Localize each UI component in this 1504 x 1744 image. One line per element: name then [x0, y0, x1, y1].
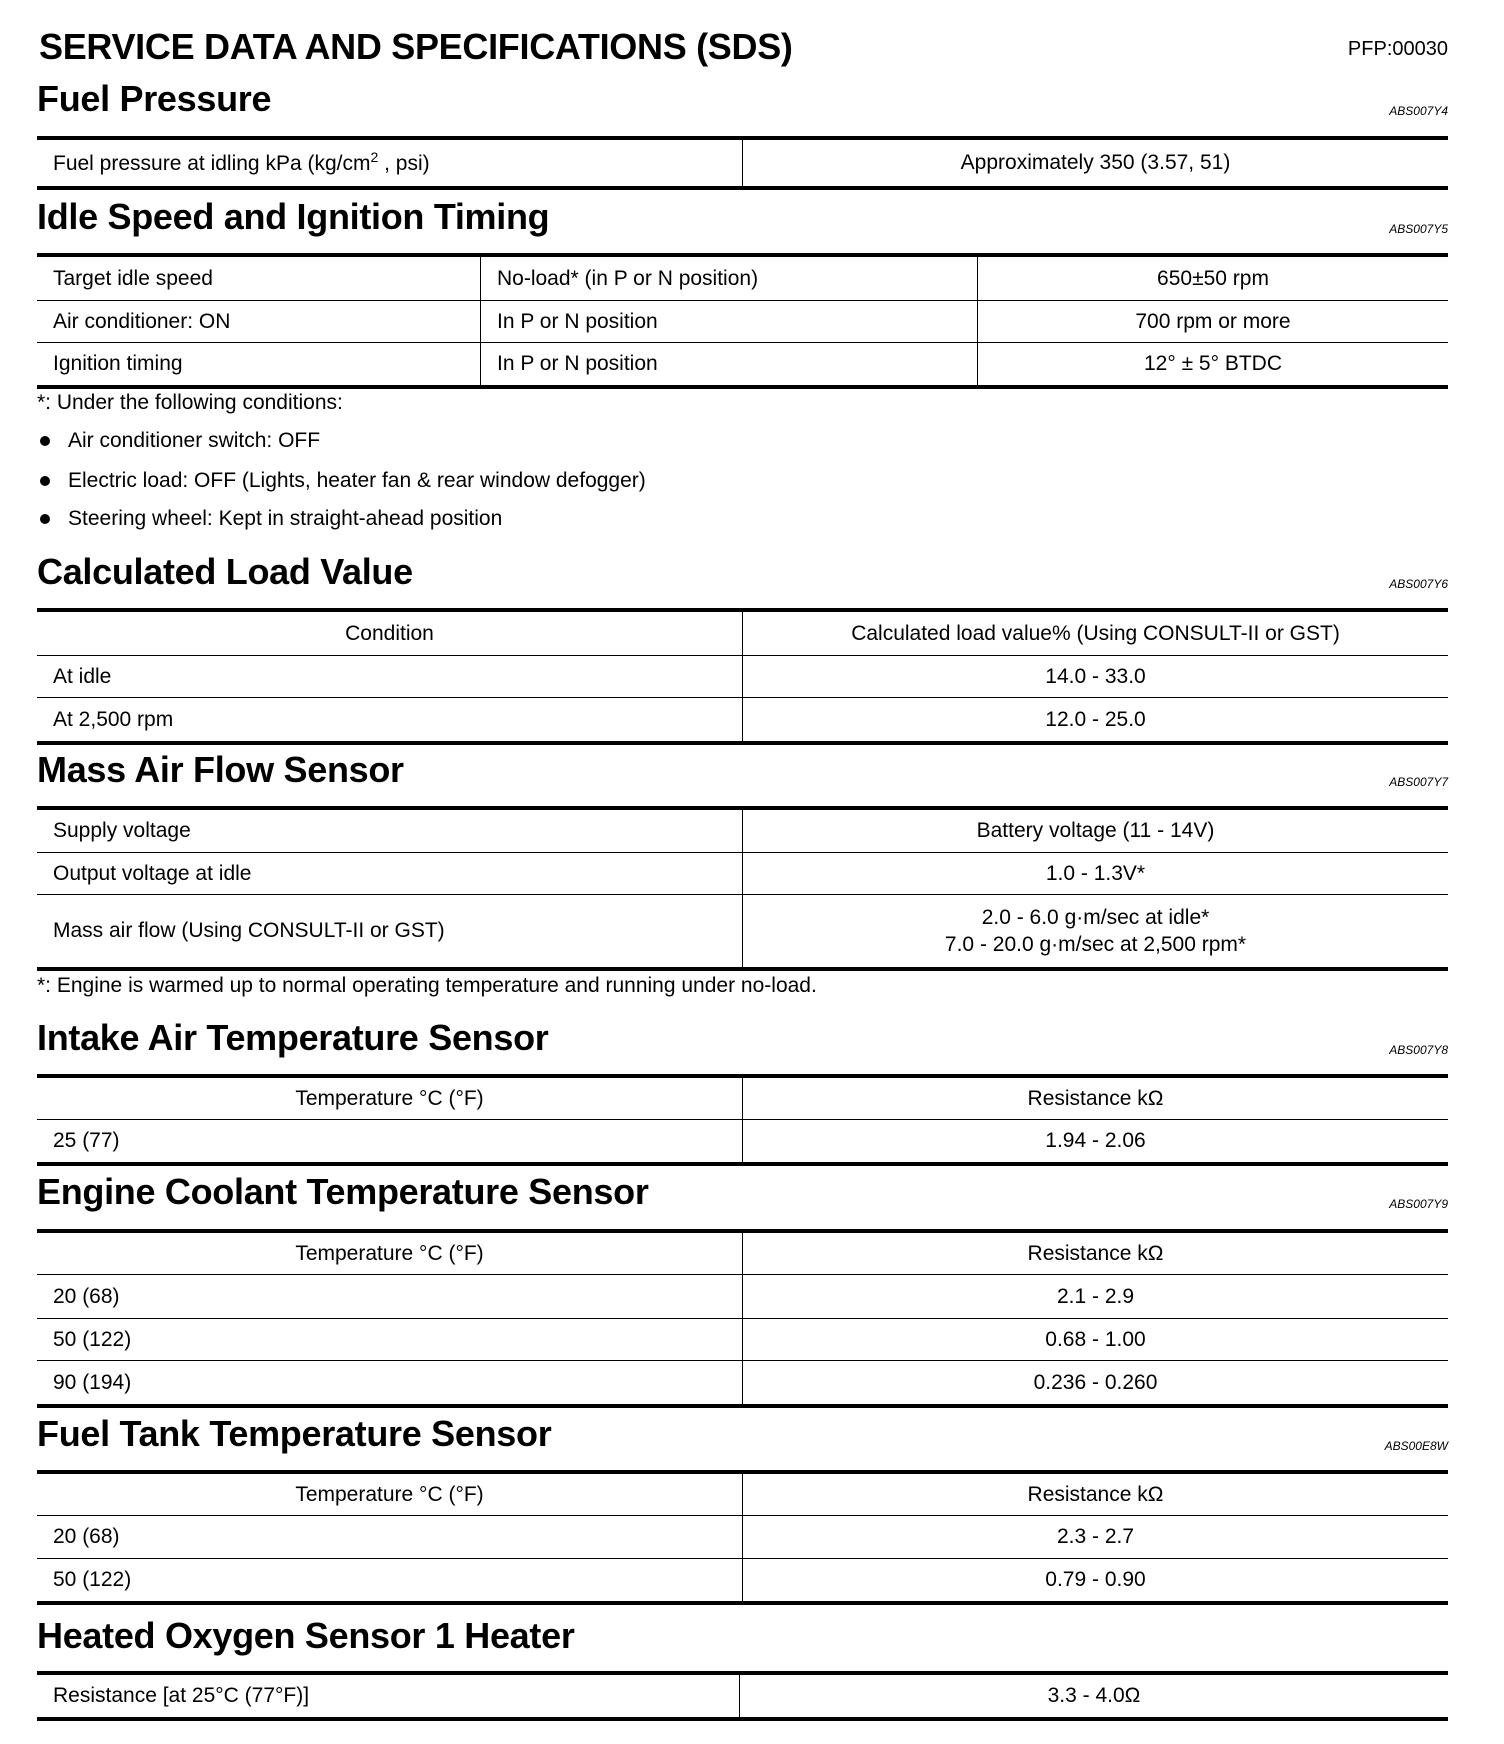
table-cell: Target idle speed	[53, 266, 213, 290]
condition-bullet-item	[40, 469, 646, 493]
column-header: Temperature °C (°F)	[295, 1482, 484, 1506]
bullet-text: Electric load: OFF (Lights, heater fan & rear window defogger)	[68, 469, 646, 492]
table-cell: Resistance [at 25°C (77°F)]	[53, 1684, 310, 1708]
pfp-code: PFP:00030	[1347, 38, 1448, 60]
table-row	[37, 342, 1448, 385]
cell-text: Approximately 350 (3.57, 51)	[960, 151, 1231, 175]
section-heading-idle-speed-and-ignition-timing: Idle Speed and Ignition Timing	[37, 196, 550, 237]
table-cell: At 2,500 rpm	[53, 707, 174, 731]
table-cell	[37, 140, 742, 186]
table-row	[37, 655, 1448, 697]
table-cell: 12° ± 5° BTDC	[977, 343, 1448, 385]
table-cell: Output voltage at idle	[53, 861, 252, 885]
table-cell: 50 (122)	[53, 1568, 132, 1592]
column-header: Condition	[345, 621, 434, 645]
table-row	[37, 140, 1448, 186]
column-header: Resistance kΩ	[742, 1078, 1448, 1119]
spec-table-mass-air-flow-sensor	[37, 806, 1448, 971]
cell-line: 2.0 - 6.0 g·m/sec at idle*	[981, 905, 1210, 929]
section-code: ABS007Y9	[1389, 1197, 1448, 1211]
table-header-row	[37, 1233, 1448, 1274]
table-cell: Battery voltage (11 - 14V)	[742, 810, 1448, 852]
table-cell: No-load* (in P or N position)	[480, 257, 977, 300]
footnote: *: Under the following conditions:	[37, 391, 343, 414]
table-cell: 50 (122)	[53, 1327, 132, 1351]
table-row	[37, 1558, 1448, 1601]
bullet-text: Air conditioner switch: OFF	[68, 429, 321, 452]
section-heading-intake-air-temperature-sensor: Intake Air Temperature Sensor	[37, 1017, 549, 1058]
table-cell: 20 (68)	[53, 1284, 120, 1308]
table-row	[37, 300, 1448, 342]
table-row	[37, 1360, 1448, 1404]
table-cell: 20 (68)	[53, 1525, 120, 1549]
table-cell: 0.68 - 1.00	[742, 1319, 1448, 1360]
table-cell	[742, 895, 1448, 967]
section-code: ABS007Y4	[1389, 104, 1448, 118]
table-row	[37, 852, 1448, 894]
spec-table-fuel-tank-temperature-sensor	[37, 1470, 1448, 1605]
table-cell: In P or N position	[480, 343, 977, 385]
table-cell: Air conditioner: ON	[53, 309, 231, 333]
table-cell: 14.0 - 33.0	[742, 656, 1448, 697]
table-row	[37, 810, 1448, 852]
section-code: ABS007Y7	[1389, 775, 1448, 789]
table-row	[37, 1274, 1448, 1318]
section-heading-mass-air-flow-sensor: Mass Air Flow Sensor	[37, 749, 404, 790]
section-code: ABS007Y5	[1389, 222, 1448, 236]
section-code: ABS00E8W	[1384, 1439, 1448, 1453]
section-heading-engine-coolant-temperature-sensor: Engine Coolant Temperature Sensor	[37, 1171, 649, 1212]
spec-table-idle-speed-and-ignition-timing	[37, 253, 1448, 389]
bullet-icon	[40, 476, 50, 486]
cell-line: 7.0 - 20.0 g·m/sec at 2,500 rpm*	[944, 933, 1247, 956]
table-cell: 650±50 rpm	[977, 257, 1448, 300]
section-heading-calculated-load-value: Calculated Load Value	[37, 551, 413, 592]
column-header: Calculated load value% (Using CONSULT-II or GST)	[742, 612, 1448, 655]
table-cell: 2.1 - 2.9	[742, 1275, 1448, 1318]
table-cell: 1.0 - 1.3V*	[742, 853, 1448, 894]
section-heading-fuel-pressure: Fuel Pressure	[37, 78, 272, 119]
spec-table-fuel-pressure	[37, 136, 1448, 190]
spec-table-calculated-load-value	[37, 608, 1448, 745]
table-row	[37, 1119, 1448, 1162]
table-cell: 3.3 - 4.0Ω	[739, 1675, 1448, 1717]
table-cell: 2.3 - 2.7	[742, 1516, 1448, 1558]
table-cell: At idle	[53, 664, 112, 688]
table-row	[37, 1675, 1448, 1717]
table-row	[37, 1515, 1448, 1558]
table-header-row	[37, 612, 1448, 655]
page-title: SERVICE DATA AND SPECIFICATIONS (SDS)	[39, 26, 793, 67]
footnote: *: Engine is warmed up to normal operating temperature and running under no-load.	[37, 974, 817, 997]
table-cell: 0.79 - 0.90	[742, 1559, 1448, 1601]
column-header: Temperature °C (°F)	[295, 1086, 484, 1110]
bullet-icon	[40, 436, 50, 446]
section-heading-heated-oxygen-sensor-1-heater: Heated Oxygen Sensor 1 Heater	[37, 1615, 575, 1656]
bullet-icon	[40, 514, 50, 524]
table-cell: Ignition timing	[53, 352, 183, 376]
section-code: ABS007Y8	[1389, 1043, 1448, 1057]
column-header: Temperature °C (°F)	[295, 1241, 484, 1265]
section-heading-fuel-tank-temperature-sensor: Fuel Tank Temperature Sensor	[37, 1413, 552, 1454]
condition-bullet-item	[40, 429, 320, 453]
table-row	[37, 257, 1448, 300]
table-cell: 700 rpm or more	[977, 301, 1448, 342]
table-cell: 12.0 - 25.0	[742, 698, 1448, 741]
cell-text: Fuel pressure at idling kPa ($kg/cm^2$ , psi)	[53, 149, 430, 176]
table-row	[37, 697, 1448, 741]
table-header-row	[37, 1078, 1448, 1119]
column-header: Resistance kΩ	[742, 1233, 1448, 1274]
table-cell: 25 (77)	[53, 1129, 120, 1153]
condition-bullet-item	[40, 507, 502, 531]
bullet-text: Steering wheel: Kept in straight-ahead position	[68, 507, 503, 530]
column-header: Resistance kΩ	[742, 1474, 1448, 1515]
table-row	[37, 1318, 1448, 1360]
table-cell: Supply voltage	[53, 819, 191, 843]
table-cell: 0.236 - 0.260	[742, 1361, 1448, 1404]
section-code: ABS007Y6	[1389, 577, 1448, 591]
table-header-row	[37, 1474, 1448, 1515]
table-cell: Mass air flow (Using CONSULT-II or GST)	[53, 919, 445, 943]
table-cell	[742, 140, 1448, 186]
table-cell: 90 (194)	[53, 1370, 132, 1394]
spec-table-heated-oxygen-sensor-1-heater	[37, 1671, 1448, 1721]
spec-table-intake-air-temperature-sensor	[37, 1074, 1448, 1166]
superscript: 2	[370, 149, 379, 166]
table-cell: 1.94 - 2.06	[742, 1120, 1448, 1162]
spec-table-engine-coolant-temperature-sensor	[37, 1229, 1448, 1408]
table-row	[37, 894, 1448, 967]
table-cell: In P or N position	[480, 301, 977, 342]
